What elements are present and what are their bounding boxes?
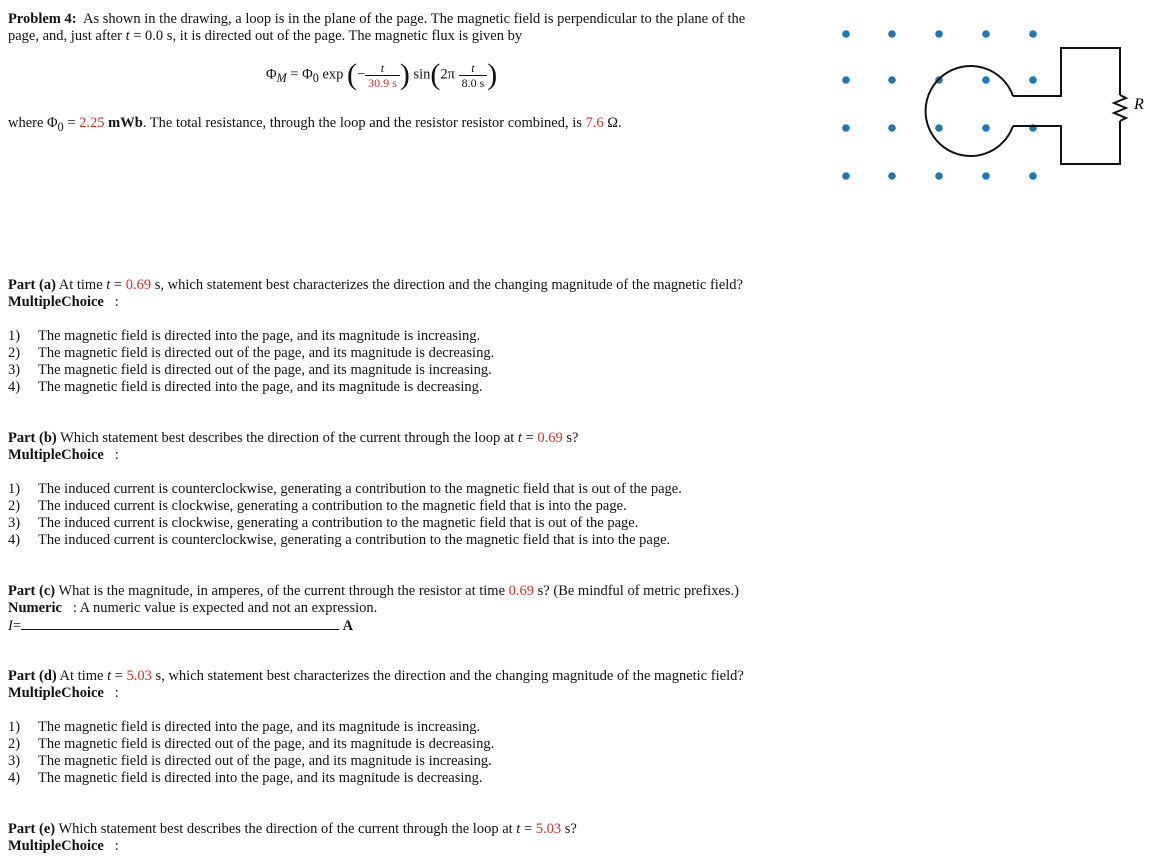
where-line xyxy=(8,115,622,135)
part-c-type-suffix: : A numeric value is expected and not an expression. xyxy=(72,600,378,616)
where-phi0-sub: 0 xyxy=(57,119,64,134)
part-d-label: Part (d) xyxy=(8,668,57,684)
field-dot xyxy=(935,30,943,38)
part-e-prefix: Which statement best describes the direction of the current through the loop at xyxy=(58,821,513,837)
option-item[interactable] xyxy=(8,481,682,498)
part-d-type-label: MultipleChoice xyxy=(8,685,104,701)
part-b-eq: = xyxy=(525,430,534,446)
part-b-type xyxy=(8,447,119,464)
part-c-time: 0.69 xyxy=(508,583,535,599)
field-dot xyxy=(982,172,990,180)
option-number: 2) xyxy=(8,736,21,752)
part-c-var-eq: = xyxy=(12,618,22,634)
option-item[interactable] xyxy=(8,753,492,770)
eq-sign: = xyxy=(133,28,142,44)
loop-diagram xyxy=(830,20,1150,190)
formula-two-pi: 2π xyxy=(440,66,455,83)
part-d-suffix: s, which statement best characterizes the direction and the changing magnitude of the magnetic field? xyxy=(155,668,744,684)
paren-close-2: ) xyxy=(487,58,498,91)
formula-lhs-sub: M xyxy=(276,71,287,86)
resistance-unit: Ω. xyxy=(607,115,622,131)
part-c-prefix: What is the magnitude, in amperes, of the current through the resistor at time xyxy=(58,583,506,599)
part-d-t: t xyxy=(107,668,112,684)
loop-wire-top xyxy=(1013,48,1120,96)
part-a-label: Part (a) xyxy=(8,277,56,293)
intro-line-1 xyxy=(8,11,745,28)
part-c-var: I xyxy=(8,618,13,634)
part-b-t: t xyxy=(517,430,522,446)
option-item[interactable] xyxy=(8,362,492,379)
part-a-type-suffix: : xyxy=(114,294,119,310)
part-b-question xyxy=(8,430,578,447)
phi0-value: 2.25 xyxy=(79,115,105,131)
option-number: 4) xyxy=(8,770,21,786)
part-e-eq: = xyxy=(523,821,533,837)
option-text: The induced current is clockwise, generating a contribution to the magnetic field that is out of the page. xyxy=(38,515,639,531)
phi0-unit: mWb xyxy=(108,115,143,131)
problem-label: Problem 4: xyxy=(8,11,77,27)
formula-phi0: Φ xyxy=(302,66,313,83)
paren-close-1: ) xyxy=(399,58,410,91)
option-text: The induced current is clockwise, generating a contribution to the magnetic field that is into the page. xyxy=(38,498,627,514)
option-number: 3) xyxy=(8,515,21,531)
field-dot xyxy=(842,30,850,38)
field-dot xyxy=(888,30,896,38)
frac1-num: t xyxy=(380,60,385,75)
option-text: The magnetic field is directed out of the page, and its magnitude is decreasing. xyxy=(38,345,495,361)
where-phi0: Φ xyxy=(47,115,58,131)
intro-text-2a: page, and, just after xyxy=(8,28,122,44)
part-e-type xyxy=(8,838,119,855)
part-a-t: t xyxy=(106,277,111,293)
paren-open-1: ( xyxy=(346,58,357,91)
field-dot xyxy=(888,172,896,180)
option-number: 4) xyxy=(8,532,21,548)
formula-equals: = xyxy=(290,66,299,83)
field-dots xyxy=(842,30,1037,180)
fraction-1 xyxy=(365,61,400,90)
part-a-suffix: s, which statement best characterizes the direction and the changing magnitude of the magnetic field? xyxy=(154,277,743,293)
formula-minus: − xyxy=(356,66,366,83)
option-item[interactable] xyxy=(8,498,627,515)
part-c-type xyxy=(8,600,377,617)
frac2-den: 8.0 s xyxy=(461,75,485,90)
frac1-den: 30.9 s xyxy=(368,75,397,90)
field-dot xyxy=(1029,30,1037,38)
option-number: 1) xyxy=(8,481,21,497)
part-a-question xyxy=(8,277,743,294)
field-dot xyxy=(1029,76,1037,84)
frac2-num: t xyxy=(471,60,475,75)
part-e-time: 5.03 xyxy=(535,821,562,837)
part-c-label: Part (c) xyxy=(8,583,56,599)
where-eq: = xyxy=(67,115,76,131)
option-number: 3) xyxy=(8,362,21,378)
paren-open-2: ( xyxy=(430,58,441,91)
intro-line-2 xyxy=(8,28,522,45)
option-text: The induced current is counterclockwise, generating a contribution to the magnetic field that is out of the page. xyxy=(38,481,682,497)
option-text: The magnetic field is directed into the page, and its magnitude is decreasing. xyxy=(38,379,483,395)
field-dot xyxy=(842,124,850,132)
option-number: 3) xyxy=(8,753,21,769)
intro-text-1: As shown in the drawing, a loop is in the plane of the page. The magnetic field is perpendicular to the plane of the xyxy=(83,11,746,27)
t0-value: 0.0 s xyxy=(145,28,173,44)
part-b-time: 0.69 xyxy=(537,430,563,446)
fraction-2 xyxy=(459,61,488,90)
formula-lhs: Φ xyxy=(266,66,277,83)
option-text: The magnetic field is directed out of the page, and its magnitude is increasing. xyxy=(38,362,492,378)
part-e-type-label: MultipleChoice xyxy=(8,838,104,854)
option-item[interactable] xyxy=(8,379,483,396)
option-number: 2) xyxy=(8,498,21,514)
option-item[interactable] xyxy=(8,736,494,753)
option-text: The magnetic field is directed out of the page, and its magnitude is decreasing. xyxy=(38,736,495,752)
option-text: The magnetic field is directed into the page, and its magnitude is decreasing. xyxy=(38,770,483,786)
part-c-answer-row xyxy=(8,617,353,635)
option-number: 1) xyxy=(8,719,21,735)
field-dot xyxy=(888,124,896,132)
part-d-type-suffix: : xyxy=(114,685,119,701)
formula-phi0-sub: 0 xyxy=(312,71,319,86)
part-e-suffix: s? xyxy=(564,821,577,837)
part-e-t: t xyxy=(516,821,521,837)
resistance-value: 7.6 xyxy=(585,115,604,131)
part-a-prefix: At time xyxy=(58,277,103,293)
part-b-type-suffix: : xyxy=(114,447,119,463)
formula-exp: exp xyxy=(322,66,344,83)
part-d-time: 5.03 xyxy=(126,668,152,684)
resistor xyxy=(1114,95,1126,121)
field-dot xyxy=(1029,172,1037,180)
part-b-prefix: Which statement best describes the direction of the current through the loop at xyxy=(60,430,515,446)
part-c-suffix: s? (Be mindful of metric prefixes.) xyxy=(537,583,739,599)
part-c-question xyxy=(8,583,739,600)
field-dot xyxy=(935,124,943,132)
part-a-type xyxy=(8,294,119,311)
part-e-label: Part (e) xyxy=(8,821,56,837)
option-item[interactable] xyxy=(8,328,480,345)
part-d-type xyxy=(8,685,119,702)
field-dot xyxy=(888,76,896,84)
option-item[interactable] xyxy=(8,515,638,532)
field-dot xyxy=(982,76,990,84)
part-c-type-label: Numeric xyxy=(8,600,62,616)
option-item[interactable] xyxy=(8,532,670,549)
where-mid: . The total resistance, through the loop and the resistor resistor combined, is xyxy=(142,115,582,131)
formula-sin: sin xyxy=(413,66,431,83)
option-text: The magnetic field is directed into the page, and its magnitude is increasing. xyxy=(38,328,481,344)
field-dot xyxy=(982,30,990,38)
option-item[interactable] xyxy=(8,345,494,362)
field-dot xyxy=(982,124,990,132)
field-dot xyxy=(935,172,943,180)
loop-circle xyxy=(926,66,1013,156)
option-text: The magnetic field is directed out of the page, and its magnitude is increasing. xyxy=(38,753,492,769)
where-prefix: where xyxy=(8,115,44,131)
part-a-type-label: MultipleChoice xyxy=(8,294,104,310)
option-number: 1) xyxy=(8,328,21,344)
option-number: 2) xyxy=(8,345,21,361)
intro-text-2b: , it is directed out of the page. The magnetic flux is given by xyxy=(172,28,523,44)
option-item[interactable] xyxy=(8,770,483,787)
part-b-label: Part (b) xyxy=(8,430,57,446)
part-e-question xyxy=(8,821,577,838)
option-text: The magnetic field is directed into the page, and its magnitude is increasing. xyxy=(38,719,481,735)
part-d-eq: = xyxy=(114,668,123,684)
part-e-type-suffix: : xyxy=(114,838,119,854)
loop-wire-bottom xyxy=(1013,121,1120,164)
part-a-eq: = xyxy=(113,277,123,293)
option-item[interactable] xyxy=(8,719,480,736)
part-d-question xyxy=(8,668,744,685)
part-b-type-label: MultipleChoice xyxy=(8,447,104,463)
part-c-unit: A xyxy=(342,618,354,634)
resistor-label: R xyxy=(1134,96,1144,113)
part-b-suffix: s? xyxy=(566,430,579,446)
field-dot xyxy=(842,76,850,84)
answer-input-blank[interactable] xyxy=(21,617,339,630)
part-d-prefix: At time xyxy=(59,668,104,684)
field-dot xyxy=(842,172,850,180)
option-text: The induced current is counterclockwise, generating a contribution to the magnetic field that is into the page. xyxy=(38,532,671,548)
part-a-time: 0.69 xyxy=(125,277,152,293)
flux-formula xyxy=(266,60,497,90)
option-number: 4) xyxy=(8,379,21,395)
t-var: t xyxy=(125,28,130,44)
